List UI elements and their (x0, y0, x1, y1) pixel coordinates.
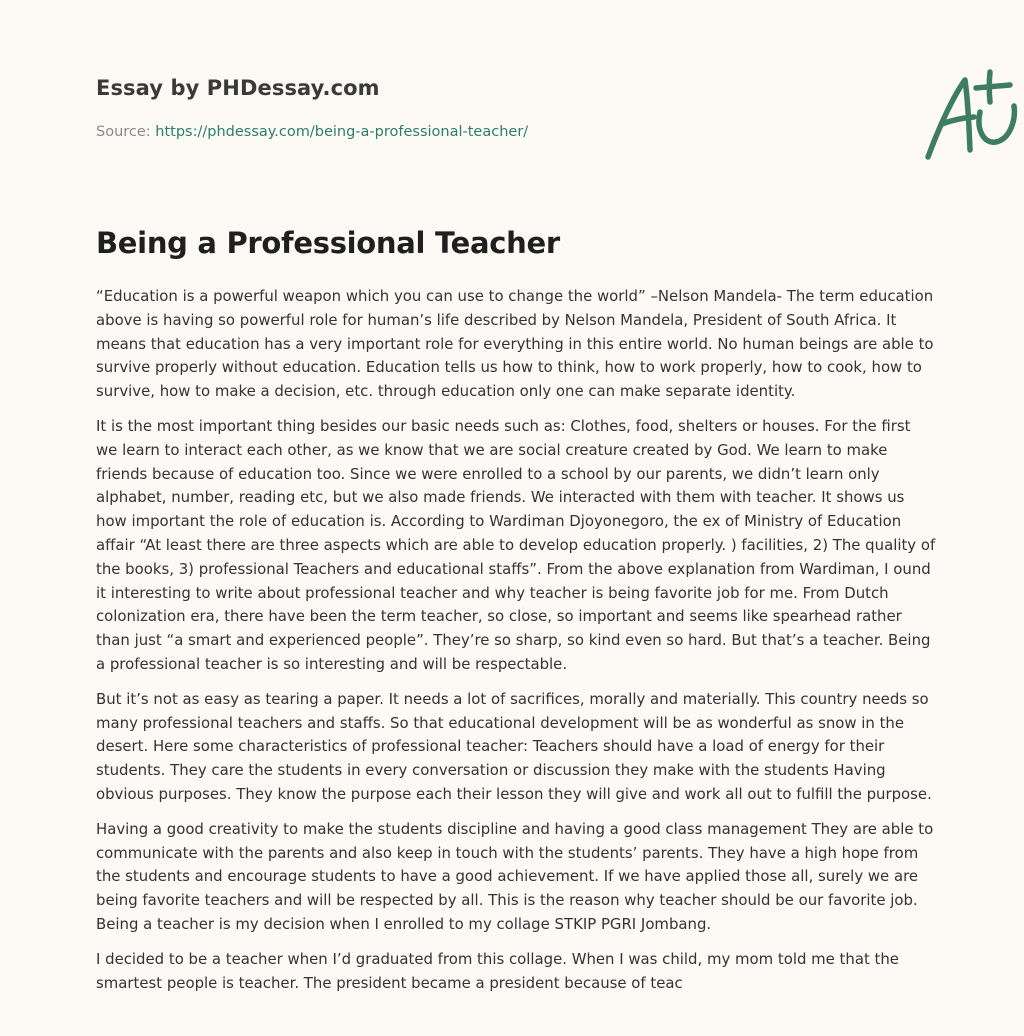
essay-paragraph: I decided to be a teacher when I’d graduated from this collage. When I was child, my mom told me that the smartest people is teacher. The president became a president because of teac (96, 949, 899, 992)
source-line (96, 124, 528, 140)
logo-plus-horizontal (976, 85, 1010, 88)
essay-paragraph: It is the most important thing besides our basic needs such as: Clothes, food, shelters or houses. For the first we learn to interact each other, as we know that we are social creature created by God. We learn to make friends because of education too. Since we were enrolled to a school by our parents, we didn’t learn only alphabet, number, reading etc, but we also made friends. We interacted with them with teacher. It shows us how important the role of education is. According to Wardiman Djoyonegoro, the ex of Ministry of Education affair “At least there are three aspects which are able to develop education properly. ) facilities, 2) The quality of the books, 3) professional Teachers and educational staffs”. From the above explanation from Wardiman, I ound it interesting to write about professional teacher and why teacher is being favorite job for me. From Dutch colonization era, there have been the term teacher, so close, so important and seems like spearhead rather than just “a smart and experienced people”. They’re so sharp, so kind even so hard. But that’s a teacher. Being a professional teacher is so interesting and will be respectable. (96, 416, 936, 673)
essay-paragraph: But it’s not as easy as tearing a paper. It needs a lot of sacrifices, morally and materially. This country needs so many professional teachers and staffs. So that educational development will be as wonderful as snow in the desert. Here some characteristics of professional teacher: Teachers should have a load of energy for their students. They care the students in every conversation or discussion they make with the students Having obvious purposes. They know the purpose each their lesson they will give and work all out to fulfill the purpose. (96, 689, 932, 803)
essay-paragraph: Having a good creativity to make the students discipline and having a good class management They are able to communicate with the parents and also keep in touch with the students’ parents. They have a high hope from the students and encourage students to have a good achievement. If we have applied those all, surely we are being favorite teachers and will be respected by all. This is the reason why teacher should be our favorite job. Being a teacher is my decision when I enrolled to my collage STKIP PGRI Jombang. (96, 819, 934, 933)
essay-paragraph: “Education is a powerful weapon which you can use to change the world” –Nelson Mandela- The term education above is having so powerful role for human’s life described by Nelson Mandela, President of South Africa. It means that education has a very important role for everything in this entire world. No human beings are able to survive properly without education. Education tells us how to think, how to work properly, how to cook, how to survive, how to make a decision, etc. through education only one can make separate identity. (96, 287, 934, 401)
essay-body (96, 285, 936, 1006)
source-link[interactable]: https://phdessay.com/being-a-professional-teacher/ (155, 124, 529, 140)
a-plus-logo-icon (918, 68, 1022, 164)
site-title: Essay by PHDessay.com (96, 76, 380, 100)
essay-title: Being a Professional Teacher (96, 226, 560, 260)
source-label: Source: (96, 124, 156, 140)
logo-check-curve (979, 106, 1014, 142)
